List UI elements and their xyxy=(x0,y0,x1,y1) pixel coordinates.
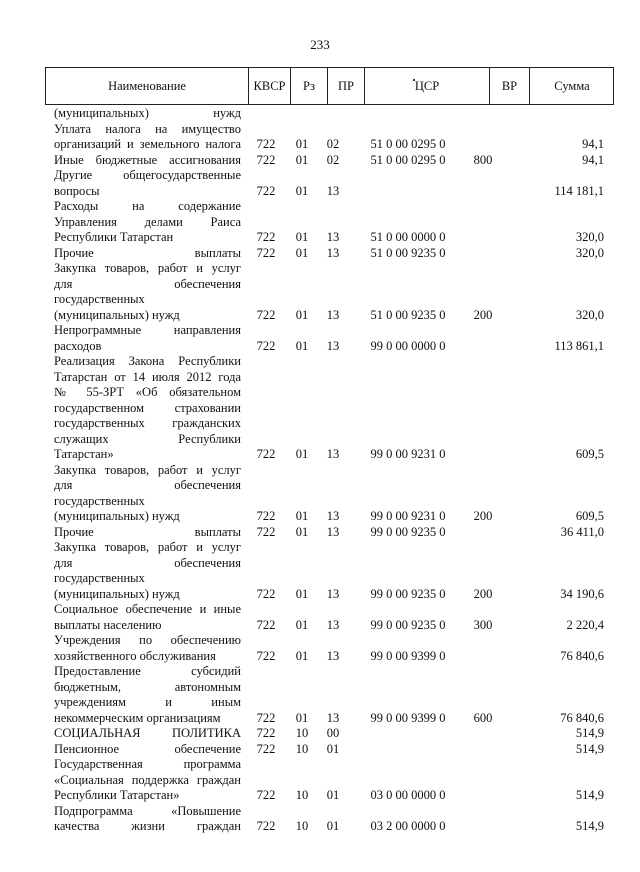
cell-pr: 13 xyxy=(326,245,340,260)
cell-vr: 600 xyxy=(473,710,493,725)
cell-vr: 200 xyxy=(473,509,493,523)
header-rz: Рз xyxy=(291,68,328,104)
cell-csr: 51 0 00 9235 0 xyxy=(370,245,446,260)
cell-rz: 01 xyxy=(295,447,309,461)
table-row xyxy=(0,633,640,664)
row-name-line: вопросы xyxy=(54,183,100,198)
row-name-line: бюджетным, автономным xyxy=(54,679,241,694)
cell-kvsr: 722 xyxy=(256,307,276,322)
cell-pr: 13 xyxy=(326,183,340,198)
table-row xyxy=(0,323,640,354)
cell-rz: 10 xyxy=(295,741,309,756)
cell-pr: 13 xyxy=(326,338,340,353)
cell-vr: 300 xyxy=(473,617,493,632)
row-name-line: (муниципальных) нужд xyxy=(54,307,180,322)
cell-kvsr: 722 xyxy=(256,509,276,523)
cell-csr: 03 2 00 0000 0 xyxy=(370,819,446,833)
row-name-line: Расходы на содержание xyxy=(54,199,241,213)
row-name-line: некоммерческим организациям xyxy=(54,710,221,725)
cell-pr: 13 xyxy=(326,710,340,725)
cell-pr: 01 xyxy=(326,741,340,756)
table-row xyxy=(0,742,640,758)
cell-vr: 800 xyxy=(473,152,493,167)
cell-kvsr: 722 xyxy=(256,819,276,833)
row-name-line: качества жизни граждан xyxy=(54,819,241,833)
cell-rz: 01 xyxy=(295,245,309,260)
row-name xyxy=(54,261,241,323)
cell-sum: 36 411,0 xyxy=(560,524,604,539)
table-row xyxy=(0,757,640,804)
row-name-line: Социальное обеспечение и иные xyxy=(54,602,241,616)
cell-sum: 609,5 xyxy=(575,509,604,523)
cell-csr: 99 0 00 9399 0 xyxy=(370,710,446,725)
row-name xyxy=(54,726,241,742)
cell-kvsr: 722 xyxy=(256,152,276,167)
row-name xyxy=(54,664,241,726)
table-row xyxy=(0,602,640,633)
cell-sum: 320,0 xyxy=(575,245,604,260)
row-name-line: Закупка товаров, работ и услуг xyxy=(54,261,241,275)
cell-kvsr: 722 xyxy=(256,524,276,539)
table-row xyxy=(0,804,640,835)
cell-sum: 94,1 xyxy=(582,152,604,167)
cell-csr: 99 0 00 9231 0 xyxy=(370,509,446,523)
stray-mark xyxy=(413,79,415,81)
cell-rz: 01 xyxy=(295,710,309,725)
row-name-line: выплаты населению xyxy=(54,617,162,632)
cell-rz: 01 xyxy=(295,183,309,198)
cell-pr: 02 xyxy=(326,152,340,167)
header-pr: ПР xyxy=(328,68,365,104)
row-name-line: СОЦИАЛЬНАЯ ПОЛИТИКА xyxy=(54,726,241,740)
row-name-line: служащих Республики xyxy=(54,431,241,446)
table-row xyxy=(0,463,640,525)
row-name-line: Пенсионное обеспечение xyxy=(54,741,241,756)
row-name-line: (муниципальных) нужд xyxy=(54,509,180,523)
row-name-line: государственных xyxy=(54,292,145,306)
row-name-line: Уплата налога на имущество xyxy=(54,121,241,136)
table-row xyxy=(0,261,640,323)
table-row xyxy=(0,540,640,602)
row-name-line: Непрограммные направления xyxy=(54,323,241,337)
row-name-line: государственных гражданских xyxy=(54,416,241,430)
cell-kvsr: 722 xyxy=(256,710,276,725)
cell-pr: 13 xyxy=(326,524,340,539)
table-row xyxy=(0,122,640,153)
cell-sum: 76 840,6 xyxy=(560,648,604,663)
cell-sum: 34 190,6 xyxy=(560,586,604,601)
row-name-line: Другие общегосударственные xyxy=(54,168,241,182)
cell-sum: 76 840,6 xyxy=(560,710,604,725)
header-kvsr: КВСР xyxy=(249,68,291,104)
row-name-line: для обеспечения xyxy=(54,478,241,492)
table-header xyxy=(45,67,614,105)
cell-csr: 51 0 00 0295 0 xyxy=(370,152,446,167)
cell-csr: 51 0 00 0000 0 xyxy=(370,230,446,244)
cell-pr: 13 xyxy=(326,307,340,322)
table-row xyxy=(0,168,640,199)
row-name xyxy=(54,354,241,463)
row-name-line: расходов xyxy=(54,338,102,353)
cell-kvsr: 722 xyxy=(256,230,276,244)
row-name xyxy=(54,742,241,758)
row-name-line: государственном страховании xyxy=(54,400,241,415)
row-name-line: Управления делами Раиса xyxy=(54,214,241,229)
cell-csr: 03 0 00 0000 0 xyxy=(370,788,446,802)
row-name xyxy=(54,525,241,541)
cell-vr: 200 xyxy=(473,307,493,322)
cell-sum: 113 861,1 xyxy=(554,338,604,353)
cell-kvsr: 722 xyxy=(256,741,276,756)
row-name-line: Республики Татарстан» xyxy=(54,788,180,802)
row-name xyxy=(54,199,241,246)
cell-rz: 01 xyxy=(295,307,309,322)
cell-rz: 10 xyxy=(295,726,309,740)
cell-kvsr: 722 xyxy=(256,338,276,353)
cell-rz: 01 xyxy=(295,509,309,523)
cell-sum: 514,9 xyxy=(575,819,604,833)
cell-rz: 01 xyxy=(295,338,309,353)
page-number: 233 xyxy=(310,37,330,52)
table-row xyxy=(0,354,640,463)
row-name-line: государственных xyxy=(54,493,145,508)
row-name-line: Государственная программа xyxy=(54,757,241,771)
cell-sum: 94,1 xyxy=(582,137,604,151)
row-name xyxy=(54,602,241,633)
cell-csr: 99 0 00 9235 0 xyxy=(370,617,446,632)
cell-kvsr: 722 xyxy=(256,245,276,260)
cell-pr: 01 xyxy=(326,819,340,833)
header-sum: Сумма xyxy=(554,79,590,93)
cell-pr: 13 xyxy=(326,648,340,663)
cell-sum: 514,9 xyxy=(575,741,604,756)
cell-sum: 320,0 xyxy=(575,230,604,244)
header-name: Наименование xyxy=(46,68,249,104)
cell-sum: 320,0 xyxy=(575,307,604,322)
cell-csr: 99 0 00 9235 0 xyxy=(370,586,446,601)
cell-csr: 99 0 00 9399 0 xyxy=(370,648,446,663)
cell-csr: 51 0 00 9235 0 xyxy=(370,307,446,322)
cell-rz: 01 xyxy=(295,152,309,167)
cell-kvsr: 722 xyxy=(256,617,276,632)
cell-kvsr: 722 xyxy=(256,586,276,601)
row-name-line: Закупка товаров, работ и услуг xyxy=(54,540,241,554)
cell-csr: 51 0 00 0295 0 xyxy=(370,137,446,151)
row-name xyxy=(54,633,241,664)
cell-pr: 13 xyxy=(326,509,340,523)
table-row xyxy=(0,199,640,246)
row-name-line: организаций и земельного налога xyxy=(54,137,241,151)
row-name-line: Предоставление субсидий xyxy=(54,664,241,678)
cell-rz: 01 xyxy=(295,617,309,632)
table-row xyxy=(0,664,640,726)
cell-csr: 99 0 00 0000 0 xyxy=(370,338,446,353)
row-name-line: «Социальная поддержка граждан xyxy=(54,772,241,787)
cell-sum: 514,9 xyxy=(575,788,604,802)
row-name xyxy=(54,323,241,354)
row-name xyxy=(54,122,241,153)
row-name xyxy=(54,804,241,835)
cell-kvsr: 722 xyxy=(256,183,276,198)
cell-rz: 10 xyxy=(295,819,309,833)
cell-rz: 10 xyxy=(295,788,309,802)
cell-kvsr: 722 xyxy=(256,137,276,151)
row-name-line: (муниципальных) нужд xyxy=(54,106,241,120)
cell-rz: 01 xyxy=(295,648,309,663)
cell-csr: 99 0 00 9235 0 xyxy=(370,524,446,539)
row-name-line: Татарстан» xyxy=(54,447,114,461)
cell-rz: 01 xyxy=(295,137,309,151)
cell-pr: 13 xyxy=(326,447,340,461)
cell-sum: 2 220,4 xyxy=(566,617,604,632)
cell-sum: 609,5 xyxy=(575,447,604,461)
table-row xyxy=(0,726,640,742)
cell-pr: 00 xyxy=(326,726,340,740)
row-name-line: Прочие выплаты xyxy=(54,245,241,260)
cell-pr: 13 xyxy=(326,617,340,632)
row-name xyxy=(54,757,241,804)
cell-kvsr: 722 xyxy=(256,447,276,461)
header-vr: ВР xyxy=(490,68,530,104)
table-row xyxy=(0,246,640,262)
cell-pr: 02 xyxy=(326,137,340,151)
row-name-line: хозяйственного обслуживания xyxy=(54,648,216,663)
cell-sum: 114 181,1 xyxy=(554,183,604,198)
row-name-line: государственных xyxy=(54,571,145,585)
cell-kvsr: 722 xyxy=(256,648,276,663)
cell-rz: 01 xyxy=(295,586,309,601)
row-name xyxy=(54,463,241,525)
row-name xyxy=(54,153,241,169)
row-name xyxy=(54,246,241,262)
row-name-line: Республики Татарстан xyxy=(54,230,174,244)
row-name-line: Татарстан от 14 июля 2012 года xyxy=(54,369,241,384)
row-name-line: Прочие выплаты xyxy=(54,524,241,539)
cell-csr: 99 0 00 9231 0 xyxy=(370,447,446,461)
row-name-line: (муниципальных) нужд xyxy=(54,586,180,601)
row-name-line: Учреждения по обеспечению xyxy=(54,633,241,647)
row-name xyxy=(54,168,241,199)
cell-sum: 514,9 xyxy=(575,726,604,740)
cell-pr: 01 xyxy=(326,788,340,802)
row-name-line: для обеспечения xyxy=(54,555,241,570)
cell-kvsr: 722 xyxy=(256,726,276,740)
header-csr: ЦСР xyxy=(365,68,490,104)
cell-pr: 13 xyxy=(326,230,340,244)
cell-pr: 13 xyxy=(326,586,340,601)
cell-rz: 01 xyxy=(295,230,309,244)
table-row xyxy=(0,106,640,122)
row-name-line: учреждениям и иным xyxy=(54,695,241,709)
row-name xyxy=(54,540,241,602)
row-name-line: Закупка товаров, работ и услуг xyxy=(54,462,241,477)
row-name-line: Подпрограмма «Повышение xyxy=(54,803,241,818)
row-name-line: для обеспечения xyxy=(54,276,241,291)
row-name xyxy=(54,106,241,122)
cell-kvsr: 722 xyxy=(256,788,276,802)
row-name-line: № 55-ЗРТ «Об обязательном xyxy=(54,385,241,399)
table-row xyxy=(0,153,640,169)
cell-rz: 01 xyxy=(295,524,309,539)
cell-vr: 200 xyxy=(473,586,493,601)
table-row xyxy=(0,525,640,541)
row-name-line: Реализация Закона Республики xyxy=(54,354,241,368)
row-name-line: Иные бюджетные ассигнования xyxy=(54,152,241,167)
